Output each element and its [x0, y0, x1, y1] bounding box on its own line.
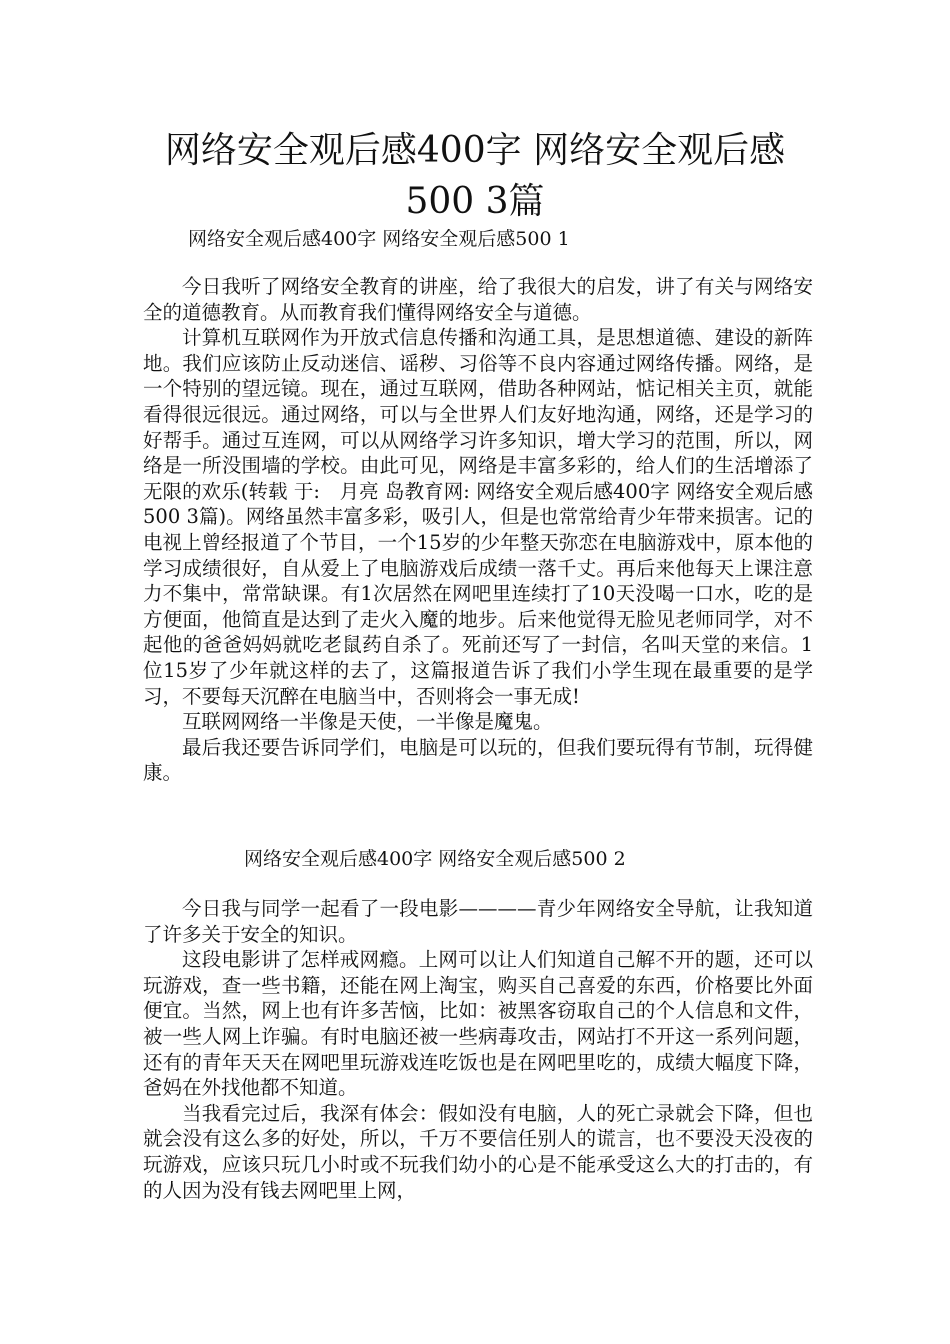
document-title-line2: 500 3篇: [405, 181, 545, 222]
section-body-2: [143, 896, 813, 1203]
section-body-1: [143, 274, 813, 786]
paragraph: 计算机互联网作为开放式信息传播和沟通工具，是思想道德、建设的新阵地。我们应该防止反动迷信、谣秽、习俗等不良内容通过网络传播。网络，是一个特别的望远镜。现在，通过互联网，借助各种网站，惦记相关主页，就能看得很远很远。通过网络，可以与全世界人们友好地沟通，网络，还是学习的好帮手。通过互连网，可以从网络学习许多知识，增大学习的范围，所以，网络是一所没围墙的学校。由此可见，网络是丰富多彩的，给人们的生活增添了无限的欢乐(转载 于: 月亮 岛教育网: 网络安全观后感400字 网络安全观后感500 3篇)。网络虽然丰富多彩，吸引人，但是也常常给青少年带来损害。记的电视上曾经报道了个节目，一个15岁的少年整天弥恋在电脑游戏中，原本他的学习成绩很好，自从爱上了电脑游戏后成绩一落千丈。再后来他每天上课注意力不集中，常常缺课。有1次居然在网吧里连续打了10天没喝一口水，吃的是方便面，他简直是达到了走火入魔的地步。后来他觉得无脸见老师同学，对不起他的爸爸妈妈就吃老鼠药自杀了。死前还写了一封信，名叫天堂的来信。1位15岁了少年就这样的去了，这篇报道告诉了我们小学生现在最重要的是学习，不要每天沉醉在电脑当中，否则将会一事无成!: [143, 326, 813, 708]
paragraph: 这段电影讲了怎样戒网瘾。上网可以让人们知道自己解不开的题，还可以玩游戏，查一些书籍，还能在网上淘宝，购买自己喜爱的东西，价格要比外面便宜。当然，网上也有许多苦恼，比如：被黑客窃取自己的个人信息和文件，被一些人网上诈骗。有时电脑还被一些病毒攻击，网站打不开这一系列问题，还有的青年天天在网吧里玩游戏连吃饭也是在网吧里吃的，成绩大幅度下降，爸妈在外找他都不知道。: [143, 948, 813, 1100]
paragraph: 今日我与同学一起看了一段电影————青少年网络安全导航，让我知道了许多关于安全的知识。: [143, 897, 813, 946]
paragraph: 互联网网络一半像是天使，一半像是魔鬼。: [182, 710, 553, 734]
paragraph: 最后我还要告诉同学们，电脑是可以玩的，但我们要玩得有节制，玩得健康。: [143, 735, 813, 785]
section-heading-1: 网络安全观后感400字 网络安全观后感500 1: [188, 228, 570, 250]
paragraph: 当我看完过后，我深有体会：假如没有电脑，人的死亡录就会下降，但也就会没有这么多的好处，所以，千万不要信任别人的谎言，也不要没天没夜的玩游戏，应该只玩几小时或不玩我们幼小的心是不能承受这么大的打击的，有的人因为没有钱去网吧里上网，: [143, 1101, 813, 1202]
section-heading-2: 网络安全观后感400字 网络安全观后感500 2: [244, 848, 626, 870]
paragraph: 今日我听了网络安全教育的讲座，给了我很大的启发，讲了有关与网络安全的道德教育。从而教育我们懂得网络安全与道德。: [143, 275, 813, 324]
document-title-line1: 网络安全观后感400字 网络安全观后感: [164, 130, 786, 171]
